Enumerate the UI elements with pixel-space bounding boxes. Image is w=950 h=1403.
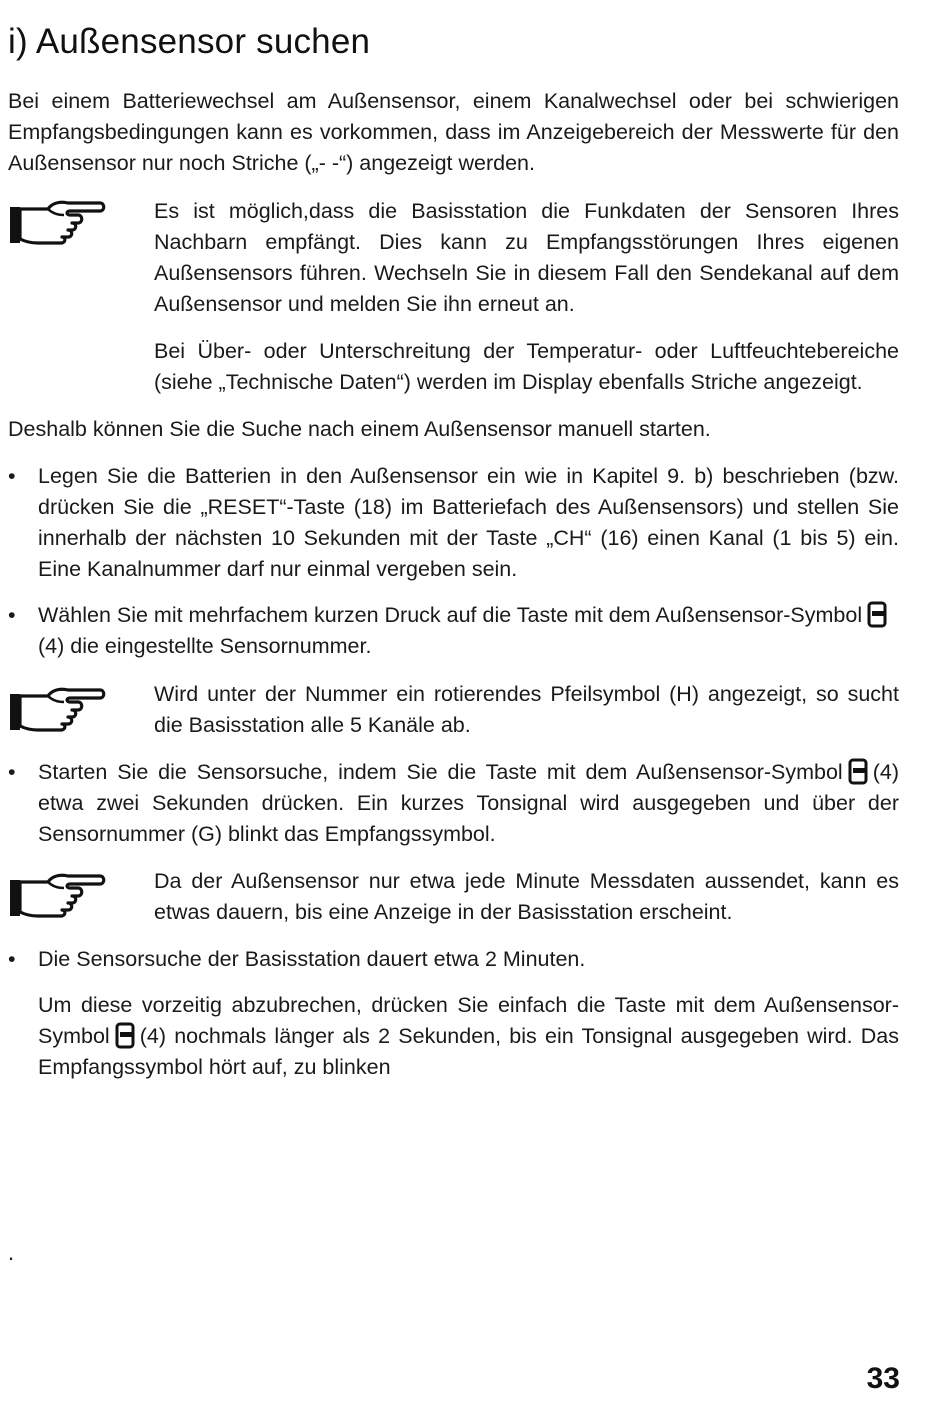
page-number: 33 <box>866 1362 900 1395</box>
bullet-insert-batteries: Legen Sie die Batterien in den Außensensor ein wie in Kapitel 9. b) beschrieben (bzw. drücken Sie die „RESET“-Taste (18) im Batteriefach des Außensensors) und stellen Sie innerhalb der nächsten 10 Sekunden mit der Taste „CH“ (16) einen Kanal (1 bis 5) ein. Eine Kanalnummer darf nur einmal vergeben sein. <box>38 464 899 581</box>
note-rotating-arrow: Wird unter der Nummer ein rotierendes Pfeilsymbol (H) angezeigt, so sucht die Basisstation alle 5 Kanäle ab. <box>154 682 899 737</box>
note-measurement-interval: Da der Außensensor nur etwa jede Minute Messdaten aussendet, kann es etwas dauern, bis eine Anzeige in der Basisstation erscheint. <box>154 869 899 924</box>
stray-dot: . <box>8 1240 15 1265</box>
pointing-hand-icon <box>8 193 106 249</box>
outdoor-sensor-icon <box>114 1021 136 1049</box>
pointing-hand-icon <box>8 680 106 736</box>
bullet-marker: • <box>8 947 16 971</box>
note-neighbor-interference: Es ist möglich,dass die Basisstation die Funkdaten der Sensoren Ihres Nachbarn empfängt. Dies kann zu Empfangsstörungen Ihres eigenen Außensensors führen. Wechseln Sie in diesem Fall den Sendekanal auf dem Außensensor und melden Sie ihn erneut an. <box>154 199 899 316</box>
bullet-marker: • <box>8 760 16 784</box>
bullet-start-search: Starten Sie die Sensorsuche, indem Sie die Taste mit dem Außensensor-Symbol (4) etwa zwei Sekunden drücken. Ein kurzes Tonsignal wird ausgegeben und über der Sensornummer (G) blinkt das Empfangssymbol. <box>38 757 899 850</box>
bullet-select-sensor: Wählen Sie mit mehrfachem kurzen Druck auf die Taste mit dem Außensensor-Symbol (4) die eingestellte Sensornummer. <box>38 600 899 662</box>
bullet-search-duration: Die Sensorsuche der Basisstation dauert etwa 2 Minuten. <box>38 947 586 971</box>
intro-paragraph: Bei einem Batteriewechsel am Außensensor, einem Kanalwechsel oder bei schwierigen Empfangsbedingungen kann es vorkommen, dass im Anzeigebereich der Messwerte für den Außensensor nur noch Striche („- -“) angezeigt werden. <box>8 89 899 175</box>
bullet-marker: • <box>8 603 16 627</box>
outdoor-sensor-icon <box>847 757 869 785</box>
abort-search-paragraph: Um diese vorzeitig abzubrechen, drücken Sie einfach die Taste mit dem Außensensor-Symbol (4) nochmals länger als 2 Sekunden, bis ein Tonsignal ausgegeben wird. Das Empfangssymbol hört auf, zu blinken <box>38 993 899 1079</box>
bullet-marker: • <box>8 464 16 488</box>
pointing-hand-icon <box>8 866 106 922</box>
manual-search-intro: Deshalb können Sie die Suche nach einem Außensensor manuell starten. <box>8 417 711 441</box>
note-range-exceeded: Bei Über- oder Unterschreitung der Temperatur- oder Luftfeuchtebereiche (siehe „Technische Daten“) werden im Display ebenfalls Striche angezeigt. <box>154 339 899 394</box>
outdoor-sensor-icon <box>866 600 888 628</box>
section-title: i) Außensensor suchen <box>8 22 371 61</box>
